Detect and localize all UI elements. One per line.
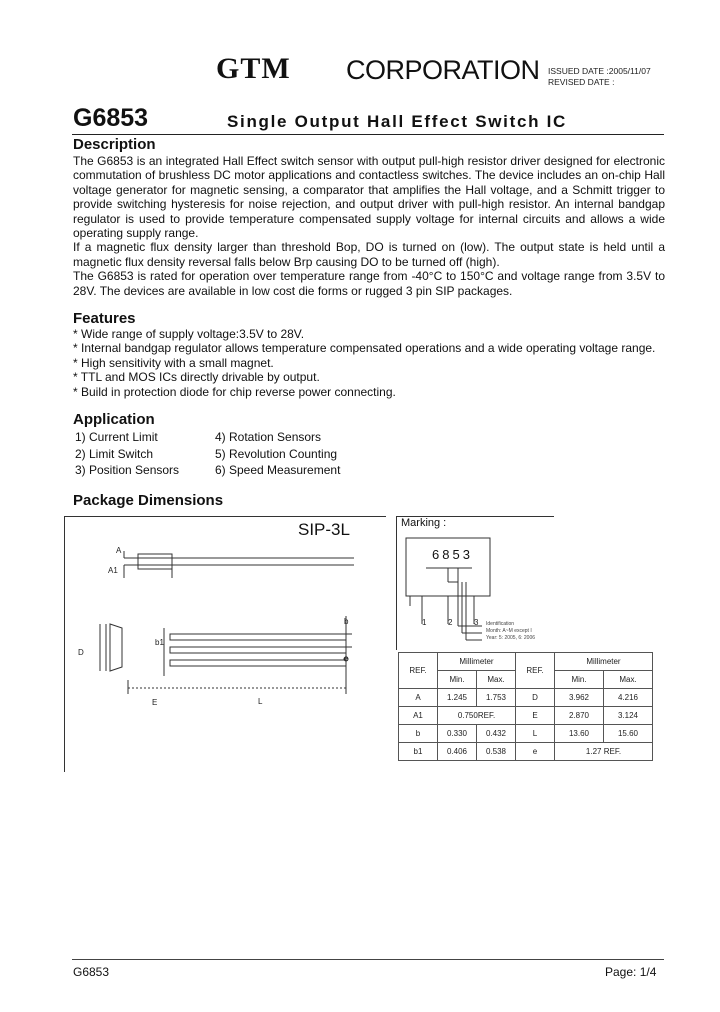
- dim-label-L: L: [258, 697, 263, 706]
- table-cell: 1.245: [438, 689, 477, 707]
- front-view: [100, 616, 352, 694]
- application-item: 6) Speed Measurement: [215, 463, 341, 478]
- table-cell: 0.750REF.: [438, 707, 516, 725]
- package-drawing-svg: [64, 516, 386, 772]
- description-paragraph: The G6853 is rated for operation over temperature range from -40°C to 150°C and voltage range from 3.5V to 28V. The devices are available in low cost die forms or rugged 3 pin SIP packages.: [73, 269, 665, 298]
- pin-label: 1: [422, 618, 427, 627]
- marking-label: Marking :: [401, 517, 447, 529]
- application-item: 1) Current Limit: [75, 430, 158, 444]
- footer-part-number: G6853: [73, 965, 110, 979]
- table-cell: 0.432: [477, 725, 516, 743]
- features-list: [73, 327, 655, 399]
- application-item: 5) Revolution Counting: [215, 446, 338, 461]
- description-heading: Description: [73, 136, 156, 153]
- table-cell: 2.870: [555, 707, 604, 725]
- table-cell: 1.27 REF.: [555, 743, 653, 761]
- table-cell: L: [516, 725, 555, 743]
- table-row: [399, 725, 653, 743]
- description-paragraph: The G6853 is an integrated Hall Effect switch sensor with output pull-high resistor driver designed for electronic commutation of brushless DC motor applications and contactless switches. The device includes an on-chip Hall voltage generator for magnetic sensing, a comparator that amplifies the Hall voltage, and a Schmitt trigger to provide switching hysteresis for noise rejection, and output driver with pull-high resistor. An internal bandgap regulator is used to provide temperature compensated supply voltage for internal circuits and allows a wide operating supply range.: [73, 154, 665, 241]
- marking-text: 6853: [432, 547, 473, 562]
- feature-item: * TTL and MOS ICs directly drivable by output.: [73, 370, 320, 385]
- feature-item: * Build in protection diode for chip reverse power connecting.: [73, 384, 396, 399]
- date-block: [548, 66, 651, 88]
- document-title: Single Output Hall Effect Switch IC: [227, 112, 568, 131]
- application-heading: Application: [73, 411, 155, 428]
- package-heading: Package Dimensions: [73, 492, 224, 509]
- table-cell: A1: [399, 707, 438, 725]
- dimension-table: [398, 652, 653, 761]
- dim-label-b1: b1: [155, 638, 164, 647]
- application-list-left: [75, 429, 179, 479]
- table-header-unit: Millimeter: [555, 653, 653, 671]
- description-paragraph: If a magnetic flux density larger than threshold Bop, DO is turned on (low). The output state is held until a magnetic flux density reversal falls below Brp causing DO to be turned off (high).: [73, 240, 665, 269]
- table-cell: 0.330: [438, 725, 477, 743]
- table-cell: e: [516, 743, 555, 761]
- marking-note: Year: 5: 2005, 6: 2006: [486, 635, 536, 641]
- table-row: [399, 743, 653, 761]
- table-cell: 0.406: [438, 743, 477, 761]
- table-cell: D: [516, 689, 555, 707]
- dim-label-b: b: [344, 617, 349, 626]
- table-header-unit: Millimeter: [438, 653, 516, 671]
- dim-label-a1: A1: [108, 566, 118, 575]
- table-cell: A: [399, 689, 438, 707]
- application-item: 2) Limit Switch: [75, 446, 154, 461]
- table-cell: 3.124: [604, 707, 653, 725]
- footer-divider: [72, 959, 664, 960]
- application-list-right: [215, 429, 340, 479]
- table-row: [399, 707, 653, 725]
- company-name: CORPORATION: [346, 55, 540, 85]
- table-cell: 4.216: [604, 689, 653, 707]
- table-header-max: Max.: [477, 671, 516, 689]
- package-drawing: [64, 516, 386, 772]
- table-cell: 15.60: [604, 725, 653, 743]
- marking-note: Identification: [486, 621, 515, 627]
- table-header-ref: REF.: [516, 653, 555, 689]
- feature-item: * Internal bandgap regulator allows temperature compensated operations and a wide operating voltage range.: [73, 341, 656, 356]
- table-header-ref: REF.: [399, 653, 438, 689]
- table-header-max: Max.: [604, 671, 653, 689]
- part-number: G6853: [73, 104, 149, 132]
- table-header-min: Min.: [438, 671, 477, 689]
- feature-item: * High sensitivity with a small magnet.: [73, 355, 274, 370]
- table-cell: 3.962: [555, 689, 604, 707]
- table-row: [399, 689, 653, 707]
- application-item: 3) Position Sensors: [75, 463, 180, 478]
- dim-label-d: D: [78, 648, 84, 657]
- header-divider: [72, 134, 664, 135]
- company-logo: GTM: [216, 52, 291, 85]
- table-cell: 13.60: [555, 725, 604, 743]
- pin-label: 2: [448, 618, 453, 627]
- table-cell: E: [516, 707, 555, 725]
- features-heading: Features: [73, 310, 136, 327]
- package-name: SIP-3L: [298, 520, 350, 539]
- dim-label-E: E: [152, 698, 158, 707]
- dim-label-a: A: [116, 546, 122, 555]
- table-cell: b: [399, 725, 438, 743]
- table-header-min: Min.: [555, 671, 604, 689]
- table-cell: 0.538: [477, 743, 516, 761]
- application-item: 4) Rotation Sensors: [215, 430, 322, 444]
- pin-label: 3: [474, 618, 479, 627]
- footer-page-number: Page: 1/4: [605, 965, 657, 979]
- table-cell: b1: [399, 743, 438, 761]
- marking-note: Month: A~M except I: [486, 628, 532, 634]
- marking-notes: [486, 621, 535, 642]
- table-cell: 1.753: [477, 689, 516, 707]
- feature-item: * Wide range of supply voltage:3.5V to 28V.: [73, 327, 305, 341]
- side-view: [124, 551, 354, 578]
- description-body: [73, 154, 665, 298]
- revised-date: REVISED DATE :: [548, 77, 615, 87]
- issued-date: ISSUED DATE :2005/11/07: [548, 66, 651, 76]
- dim-label-e: e: [344, 654, 349, 663]
